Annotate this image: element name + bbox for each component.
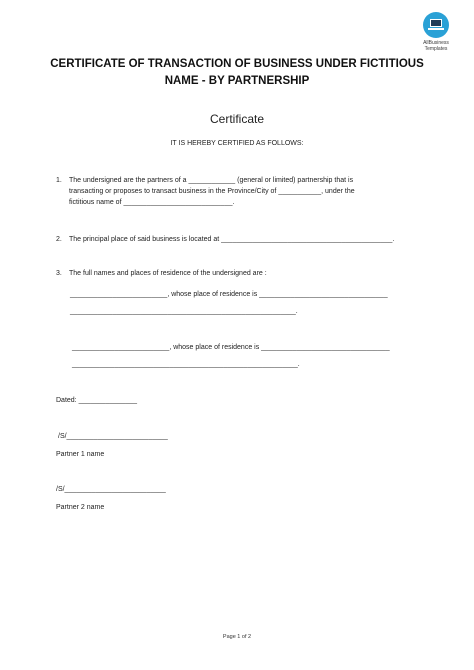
dated-field: Dated: _______________	[56, 397, 137, 404]
brand-logo-text: AllBusiness Templates	[423, 40, 449, 52]
brand-logo	[408, 12, 464, 52]
clause-number: 3.	[56, 270, 62, 277]
signature-line-2: /S/__________________________	[56, 486, 166, 493]
partner-2-label: Partner 2 name	[56, 504, 105, 511]
document-title	[40, 56, 434, 90]
clause-1-line3: fictitious name of ____________________________.	[69, 199, 235, 206]
residence-line-1a: _________________________, whose place of residence is _________________________________	[70, 291, 388, 298]
clause-number: 1.	[56, 177, 62, 184]
document-title-line1: CERTIFICATE OF TRANSACTION OF BUSINESS UNDER FICTITIOUS	[50, 58, 424, 70]
laptop-icon	[423, 12, 449, 38]
intro-statement: IT IS HEREBY CERTIFIED AS FOLLOWS:	[170, 140, 304, 147]
page-number: Page 1 of 2	[222, 634, 252, 640]
clause-2-line1: The principal place of said business is located at ____________________________________________.	[69, 236, 395, 243]
clause-2	[56, 234, 426, 245]
document-title-line2: NAME - BY PARTNERSHIP	[164, 75, 310, 87]
residence-line-1b: __________________________________________________________.	[70, 308, 298, 315]
partner-1-label: Partner 1 name	[56, 451, 105, 458]
clause-number: 2.	[56, 236, 62, 243]
clause-3-line1: The full names and places of residence of the undersigned are :	[69, 270, 267, 277]
document-subtitle: Certificate	[209, 112, 265, 126]
signature-line-1: /S/__________________________	[58, 433, 168, 440]
clause-3	[56, 268, 426, 279]
clause-1	[56, 175, 426, 208]
residence-line-2a: _________________________, whose place of residence is _________________________________	[72, 344, 390, 351]
residence-line-2b: __________________________________________________________.	[72, 361, 300, 368]
clause-1-line2: transacting or proposes to transact business in the Province/City of ___________, under the	[69, 188, 355, 195]
clause-1-line1: The undersigned are the partners of a ____________ (general or limited) partnership that is	[69, 177, 354, 184]
